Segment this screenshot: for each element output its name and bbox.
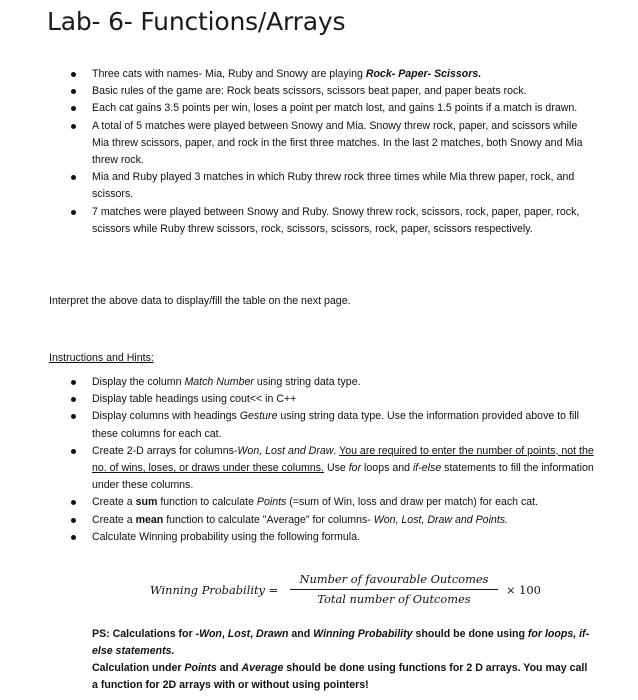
list-item: Display columns with headings Gesture using string data type. Use the information provided above to fill these columns for each cat. — [62, 408, 597, 442]
winning-probability-formula — [150, 571, 570, 611]
formula-lhs: Winning Probability = — [150, 583, 279, 597]
page-title: Lab- 6- Functions/Arrays — [47, 7, 346, 36]
list-item: Create 2-D arrays for columns-Won, Lost and Draw. You are required to enter the number of points, not the no. of wins, loses, or draws under these columns. Use for loops and if-else statements to fill the information under these columns. — [62, 443, 597, 495]
formula-numerator: Number of favourable Outcomes — [299, 572, 489, 586]
interpret-instruction: Interpret the above data to display/fill the table on the next page. — [49, 295, 351, 307]
ps-line-1: PS: Calculations for -Won, Lost, Drawn and Winning Probability should be done using for loops, if-else statements. — [92, 628, 590, 657]
list-item: Basic rules of the game are: Rock beats scissors, scissors beat paper, and paper beats rock. — [62, 83, 597, 100]
list-item: A total of 5 matches were played between Snowy and Mia. Snowy threw rock, paper, and scissors while Mia threw scissors, paper, and rock in the first three matches. In the last 2 matches, both Snowy and Mia threw rock. — [62, 118, 597, 170]
list-item: Display the column Match Number using string data type. — [62, 374, 597, 391]
formula-denominator: Total number of Outcomes — [317, 592, 471, 606]
list-item: Three cats with names- Mia, Ruby and Snowy are playing Rock- Paper- Scissors. — [62, 66, 597, 83]
list-item: Calculate Winning probability using the following formula. — [62, 529, 597, 546]
list-item: Each cat gains 3.5 points per win, loses a point per match lost, and gains 1.5 points if a match is drawn. — [62, 100, 597, 117]
list-item: Display table headings using cout<< in C++ — [62, 391, 597, 408]
ps-note — [92, 626, 592, 694]
formula-multiplier: × 100 — [506, 583, 541, 597]
list-item: 7 matches were played between Snowy and Ruby. Snowy threw rock, scissors, rock, paper, paper, rock, scissors while Ruby threw scissors, rock, scissors, scissors, rock, paper, scissors respectively. — [62, 204, 597, 238]
instructions-heading: Instructions and Hints: — [49, 352, 154, 364]
list-item: Mia and Ruby played 3 matches in which Ruby threw rock three times while Mia threw paper, rock, and scissors. — [62, 169, 597, 203]
list-item: Create a sum function to calculate Points (=sum of Win, loss and draw per match) for each cat. — [62, 494, 597, 511]
fraction-bar — [290, 589, 498, 590]
hints-list — [62, 374, 597, 546]
list-item: Create a mean function to calculate "Average" for columns- Won, Lost, Draw and Points. — [62, 512, 597, 529]
ps-line-2: Calculation under Points and Average should be done using functions for 2 D arrays. You may call a function for 2D arrays with or without using pointers! — [92, 662, 588, 691]
game-facts-list — [62, 66, 597, 238]
